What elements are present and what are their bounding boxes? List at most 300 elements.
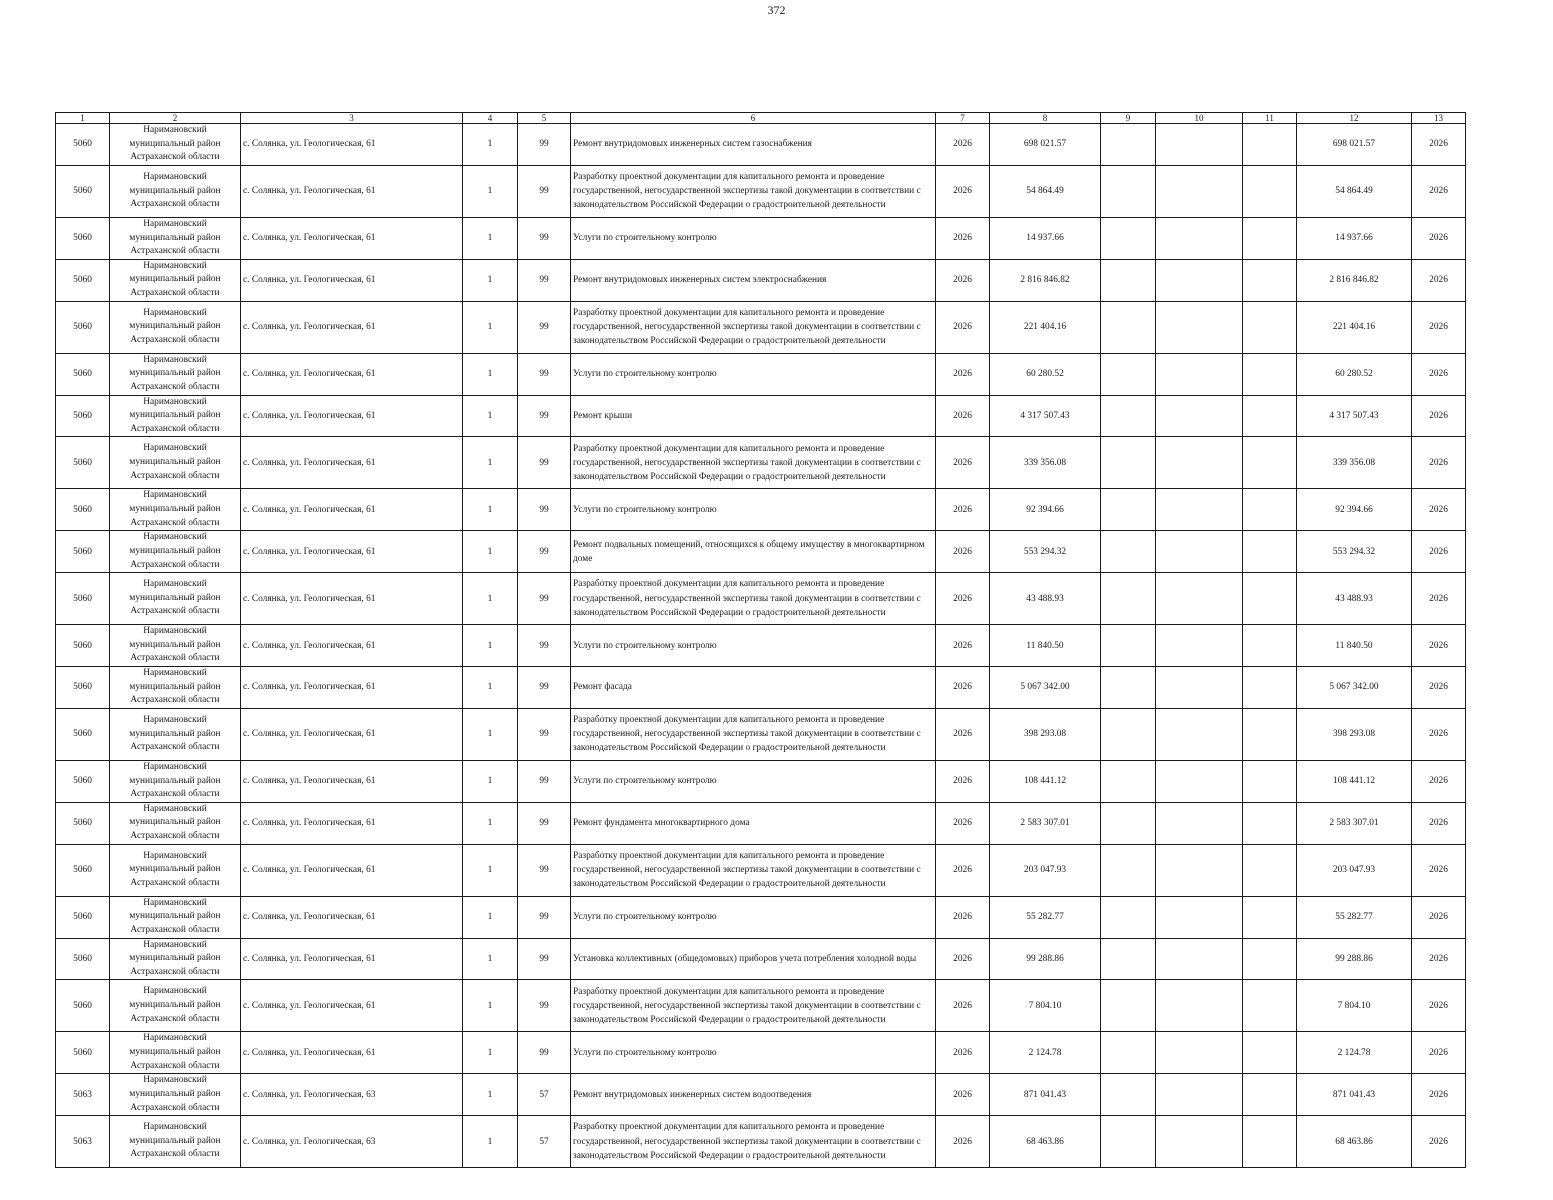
year-cell: 2026 — [936, 489, 990, 531]
address-cell: с. Солянка, ул. Геологическая, 61 — [241, 980, 463, 1032]
address-cell: с. Солянка, ул. Геологическая, 63 — [241, 1074, 463, 1116]
cost-cell: 43 488.93 — [990, 573, 1101, 625]
col9-cell — [1101, 259, 1156, 301]
col11-cell — [1243, 259, 1297, 301]
col11-cell — [1243, 1032, 1297, 1074]
year-cell: 2026 — [936, 124, 990, 166]
total-cell: 108 441.12 — [1297, 760, 1412, 802]
cost-cell: 203 047.93 — [990, 844, 1101, 896]
col4-cell: 1 — [463, 896, 518, 938]
col11-cell — [1243, 938, 1297, 980]
table-row — [56, 844, 1466, 896]
municipality-cell: Наримановский муниципальный район Астраханской области — [110, 708, 241, 760]
municipality-cell: Наримановский муниципальный район Астраханской области — [110, 760, 241, 802]
column-number-cell: 13 — [1412, 113, 1466, 124]
year-cell: 2026 — [936, 844, 990, 896]
table-row — [56, 1116, 1466, 1168]
address-cell: с. Солянка, ул. Геологическая, 61 — [241, 165, 463, 217]
col5-cell: 99 — [518, 708, 571, 760]
col4-cell: 1 — [463, 1074, 518, 1116]
table-row — [56, 1074, 1466, 1116]
year-cell: 2026 — [936, 395, 990, 437]
cost-cell: 68 463.86 — [990, 1116, 1101, 1168]
cost-cell: 2 124.78 — [990, 1032, 1101, 1074]
table-row — [56, 896, 1466, 938]
column-number-cell: 2 — [110, 113, 241, 124]
table-row — [56, 760, 1466, 802]
col9-cell — [1101, 353, 1156, 395]
total-cell: 2 816 846.82 — [1297, 259, 1412, 301]
col9-cell — [1101, 1032, 1156, 1074]
col5-cell: 99 — [518, 301, 571, 353]
col10-cell — [1156, 395, 1243, 437]
work-type-cell: Разработку проектной документации для капитального ремонта и проведение государственной, негосударственной экспертизы такой документации в соответствии с законодательством Российской Федерации о градостроительной деятельности — [571, 844, 936, 896]
cost-cell: 339 356.08 — [990, 437, 1101, 489]
col5-cell: 99 — [518, 980, 571, 1032]
work-type-cell: Услуги по строительному контролю — [571, 625, 936, 667]
col4-cell: 1 — [463, 353, 518, 395]
col5-cell: 99 — [518, 395, 571, 437]
col10-cell — [1156, 980, 1243, 1032]
cost-cell: 11 840.50 — [990, 625, 1101, 667]
col5-cell: 99 — [518, 531, 571, 573]
municipality-cell: Наримановский муниципальный район Астраханской области — [110, 437, 241, 489]
col11-cell — [1243, 124, 1297, 166]
work-type-cell: Ремонт подвальных помещений, относящихся к общему имуществу в многоквартирном доме — [571, 531, 936, 573]
col4-cell: 1 — [463, 573, 518, 625]
object-id-cell: 5060 — [56, 760, 110, 802]
col9-cell — [1101, 124, 1156, 166]
col9-cell — [1101, 844, 1156, 896]
work-type-cell: Услуги по строительному контролю — [571, 217, 936, 259]
total-cell: 14 937.66 — [1297, 217, 1412, 259]
table-row — [56, 625, 1466, 667]
year-cell: 2026 — [936, 667, 990, 709]
address-cell: с. Солянка, ул. Геологическая, 63 — [241, 1116, 463, 1168]
column-number-cell: 5 — [518, 113, 571, 124]
address-cell: с. Солянка, ул. Геологическая, 61 — [241, 760, 463, 802]
col11-cell — [1243, 625, 1297, 667]
column-number-row — [56, 113, 1466, 124]
year-cell: 2026 — [936, 301, 990, 353]
work-type-cell: Ремонт фундамента многоквартирного дома — [571, 802, 936, 844]
object-id-cell: 5060 — [56, 217, 110, 259]
year-cell: 2026 — [936, 802, 990, 844]
address-cell: с. Солянка, ул. Геологическая, 61 — [241, 531, 463, 573]
total-cell: 553 294.32 — [1297, 531, 1412, 573]
col4-cell: 1 — [463, 1116, 518, 1168]
col9-cell — [1101, 667, 1156, 709]
year-cell: 2026 — [936, 625, 990, 667]
col10-cell — [1156, 301, 1243, 353]
col11-cell — [1243, 667, 1297, 709]
cost-cell: 4 317 507.43 — [990, 395, 1101, 437]
end-year-cell: 2026 — [1412, 1074, 1466, 1116]
object-id-cell: 5060 — [56, 844, 110, 896]
year-cell: 2026 — [936, 938, 990, 980]
object-id-cell: 5060 — [56, 124, 110, 166]
municipality-cell: Наримановский муниципальный район Астраханской области — [110, 259, 241, 301]
work-type-cell: Разработку проектной документации для капитального ремонта и проведение государственной, негосударственной экспертизы такой документации в соответствии с законодательством Российской Федерации о градостроительной деятельности — [571, 980, 936, 1032]
end-year-cell: 2026 — [1412, 1116, 1466, 1168]
total-cell: 60 280.52 — [1297, 353, 1412, 395]
col11-cell — [1243, 802, 1297, 844]
table-row — [56, 395, 1466, 437]
table-row — [56, 667, 1466, 709]
work-type-cell: Ремонт фасада — [571, 667, 936, 709]
end-year-cell: 2026 — [1412, 896, 1466, 938]
cost-cell: 108 441.12 — [990, 760, 1101, 802]
col9-cell — [1101, 573, 1156, 625]
municipality-cell: Наримановский муниципальный район Астраханской области — [110, 1032, 241, 1074]
col5-cell: 99 — [518, 1032, 571, 1074]
municipality-cell: Наримановский муниципальный район Астраханской области — [110, 625, 241, 667]
col9-cell — [1101, 395, 1156, 437]
total-cell: 92 394.66 — [1297, 489, 1412, 531]
table-row — [56, 980, 1466, 1032]
municipality-cell: Наримановский муниципальный район Астраханской области — [110, 938, 241, 980]
col4-cell: 1 — [463, 301, 518, 353]
end-year-cell: 2026 — [1412, 395, 1466, 437]
col11-cell — [1243, 896, 1297, 938]
table-row — [56, 802, 1466, 844]
col10-cell — [1156, 124, 1243, 166]
col5-cell: 99 — [518, 802, 571, 844]
address-cell: с. Солянка, ул. Геологическая, 61 — [241, 124, 463, 166]
municipality-cell: Наримановский муниципальный район Астраханской области — [110, 353, 241, 395]
cost-cell: 55 282.77 — [990, 896, 1101, 938]
municipality-cell: Наримановский муниципальный район Астраханской области — [110, 844, 241, 896]
total-cell: 55 282.77 — [1297, 896, 1412, 938]
col10-cell — [1156, 353, 1243, 395]
col11-cell — [1243, 353, 1297, 395]
table-row — [56, 708, 1466, 760]
column-number-cell: 12 — [1297, 113, 1412, 124]
object-id-cell: 5060 — [56, 489, 110, 531]
table-row — [56, 353, 1466, 395]
table-row — [56, 1032, 1466, 1074]
column-number-cell: 9 — [1101, 113, 1156, 124]
col11-cell — [1243, 531, 1297, 573]
work-type-cell: Услуги по строительному контролю — [571, 1032, 936, 1074]
object-id-cell: 5060 — [56, 802, 110, 844]
column-number-cell: 11 — [1243, 113, 1297, 124]
address-cell: с. Солянка, ул. Геологическая, 61 — [241, 802, 463, 844]
col9-cell — [1101, 896, 1156, 938]
cost-cell: 2 816 846.82 — [990, 259, 1101, 301]
address-cell: с. Солянка, ул. Геологическая, 61 — [241, 353, 463, 395]
end-year-cell: 2026 — [1412, 353, 1466, 395]
col5-cell: 99 — [518, 124, 571, 166]
col5-cell: 99 — [518, 896, 571, 938]
cost-cell: 5 067 342.00 — [990, 667, 1101, 709]
work-type-cell: Ремонт внутридомовых инженерных систем водоотведения — [571, 1074, 936, 1116]
col10-cell — [1156, 437, 1243, 489]
object-id-cell: 5060 — [56, 531, 110, 573]
table-row — [56, 301, 1466, 353]
col11-cell — [1243, 489, 1297, 531]
year-cell: 2026 — [936, 760, 990, 802]
municipality-cell: Наримановский муниципальный район Астраханской области — [110, 980, 241, 1032]
end-year-cell: 2026 — [1412, 1032, 1466, 1074]
total-cell: 2 583 307.01 — [1297, 802, 1412, 844]
object-id-cell: 5060 — [56, 980, 110, 1032]
col10-cell — [1156, 1074, 1243, 1116]
column-number-cell: 3 — [241, 113, 463, 124]
object-id-cell: 5060 — [56, 301, 110, 353]
year-cell: 2026 — [936, 1074, 990, 1116]
col4-cell: 1 — [463, 259, 518, 301]
col9-cell — [1101, 531, 1156, 573]
object-id-cell: 5060 — [56, 938, 110, 980]
cost-cell: 92 394.66 — [990, 489, 1101, 531]
year-cell: 2026 — [936, 259, 990, 301]
col5-cell: 99 — [518, 259, 571, 301]
total-cell: 43 488.93 — [1297, 573, 1412, 625]
cost-cell: 398 293.08 — [990, 708, 1101, 760]
end-year-cell: 2026 — [1412, 625, 1466, 667]
col5-cell: 99 — [518, 844, 571, 896]
col10-cell — [1156, 844, 1243, 896]
address-cell: с. Солянка, ул. Геологическая, 61 — [241, 1032, 463, 1074]
object-id-cell: 5063 — [56, 1074, 110, 1116]
col4-cell: 1 — [463, 802, 518, 844]
col9-cell — [1101, 217, 1156, 259]
col4-cell: 1 — [463, 531, 518, 573]
municipality-cell: Наримановский муниципальный район Астраханской области — [110, 802, 241, 844]
end-year-cell: 2026 — [1412, 802, 1466, 844]
col11-cell — [1243, 437, 1297, 489]
work-type-cell: Разработку проектной документации для капитального ремонта и проведение государственной, негосударственной экспертизы такой документации в соответствии с законодательством Российской Федерации о градостроительной деятельности — [571, 708, 936, 760]
col5-cell: 99 — [518, 573, 571, 625]
total-cell: 54 864.49 — [1297, 165, 1412, 217]
address-cell: с. Солянка, ул. Геологическая, 61 — [241, 301, 463, 353]
cost-cell: 99 288.86 — [990, 938, 1101, 980]
work-type-cell: Ремонт внутридомовых инженерных систем газоснабжения — [571, 124, 936, 166]
col10-cell — [1156, 938, 1243, 980]
cost-cell: 14 937.66 — [990, 217, 1101, 259]
col4-cell: 1 — [463, 667, 518, 709]
municipality-cell: Наримановский муниципальный район Астраханской области — [110, 531, 241, 573]
total-cell: 7 804.10 — [1297, 980, 1412, 1032]
column-number-cell: 8 — [990, 113, 1101, 124]
table-row — [56, 938, 1466, 980]
address-cell: с. Солянка, ул. Геологическая, 61 — [241, 489, 463, 531]
year-cell: 2026 — [936, 437, 990, 489]
object-id-cell: 5060 — [56, 625, 110, 667]
col9-cell — [1101, 938, 1156, 980]
col9-cell — [1101, 1116, 1156, 1168]
object-id-cell: 5060 — [56, 708, 110, 760]
municipality-cell: Наримановский муниципальный район Астраханской области — [110, 1074, 241, 1116]
end-year-cell: 2026 — [1412, 760, 1466, 802]
end-year-cell: 2026 — [1412, 938, 1466, 980]
end-year-cell: 2026 — [1412, 259, 1466, 301]
col5-cell: 99 — [518, 353, 571, 395]
municipality-cell: Наримановский муниципальный район Астраханской области — [110, 896, 241, 938]
municipality-cell: Наримановский муниципальный район Астраханской области — [110, 217, 241, 259]
total-cell: 698 021.57 — [1297, 124, 1412, 166]
year-cell: 2026 — [936, 531, 990, 573]
object-id-cell: 5060 — [56, 896, 110, 938]
col10-cell — [1156, 165, 1243, 217]
column-number-cell: 6 — [571, 113, 936, 124]
end-year-cell: 2026 — [1412, 301, 1466, 353]
col10-cell — [1156, 531, 1243, 573]
year-cell: 2026 — [936, 217, 990, 259]
cost-cell: 2 583 307.01 — [990, 802, 1101, 844]
col5-cell: 57 — [518, 1116, 571, 1168]
col5-cell: 99 — [518, 165, 571, 217]
municipality-cell: Наримановский муниципальный район Астраханской области — [110, 1116, 241, 1168]
col9-cell — [1101, 708, 1156, 760]
address-cell: с. Солянка, ул. Геологическая, 61 — [241, 259, 463, 301]
end-year-cell: 2026 — [1412, 437, 1466, 489]
column-number-cell: 1 — [56, 113, 110, 124]
object-id-cell: 5063 — [56, 1116, 110, 1168]
address-cell: с. Солянка, ул. Геологическая, 61 — [241, 708, 463, 760]
col11-cell — [1243, 708, 1297, 760]
total-cell: 4 317 507.43 — [1297, 395, 1412, 437]
col11-cell — [1243, 165, 1297, 217]
end-year-cell: 2026 — [1412, 217, 1466, 259]
year-cell: 2026 — [936, 896, 990, 938]
total-cell: 203 047.93 — [1297, 844, 1412, 896]
col11-cell — [1243, 573, 1297, 625]
col4-cell: 1 — [463, 938, 518, 980]
col10-cell — [1156, 217, 1243, 259]
table-row — [56, 259, 1466, 301]
year-cell: 2026 — [936, 353, 990, 395]
end-year-cell: 2026 — [1412, 489, 1466, 531]
work-type-cell: Услуги по строительному контролю — [571, 760, 936, 802]
object-id-cell: 5060 — [56, 259, 110, 301]
col5-cell: 99 — [518, 217, 571, 259]
col10-cell — [1156, 573, 1243, 625]
col4-cell: 1 — [463, 625, 518, 667]
object-id-cell: 5060 — [56, 1032, 110, 1074]
col4-cell: 1 — [463, 760, 518, 802]
col4-cell: 1 — [463, 395, 518, 437]
col5-cell: 99 — [518, 760, 571, 802]
end-year-cell: 2026 — [1412, 667, 1466, 709]
col9-cell — [1101, 980, 1156, 1032]
end-year-cell: 2026 — [1412, 708, 1466, 760]
col9-cell — [1101, 1074, 1156, 1116]
cost-cell: 698 021.57 — [990, 124, 1101, 166]
col11-cell — [1243, 980, 1297, 1032]
col5-cell: 99 — [518, 938, 571, 980]
col10-cell — [1156, 667, 1243, 709]
cost-cell: 553 294.32 — [990, 531, 1101, 573]
total-cell: 5 067 342.00 — [1297, 667, 1412, 709]
address-cell: с. Солянка, ул. Геологическая, 61 — [241, 395, 463, 437]
municipality-cell: Наримановский муниципальный район Астраханской области — [110, 395, 241, 437]
object-id-cell: 5060 — [56, 353, 110, 395]
year-cell: 2026 — [936, 980, 990, 1032]
col5-cell: 99 — [518, 489, 571, 531]
municipality-cell: Наримановский муниципальный район Астраханской области — [110, 165, 241, 217]
municipality-cell: Наримановский муниципальный район Астраханской области — [110, 667, 241, 709]
total-cell: 339 356.08 — [1297, 437, 1412, 489]
col11-cell — [1243, 1116, 1297, 1168]
col4-cell: 1 — [463, 1032, 518, 1074]
col11-cell — [1243, 844, 1297, 896]
col9-cell — [1101, 165, 1156, 217]
col4-cell: 1 — [463, 437, 518, 489]
col4-cell: 1 — [463, 844, 518, 896]
col5-cell: 99 — [518, 625, 571, 667]
municipality-cell: Наримановский муниципальный район Астраханской области — [110, 489, 241, 531]
col11-cell — [1243, 217, 1297, 259]
col4-cell: 1 — [463, 489, 518, 531]
column-number-cell: 10 — [1156, 113, 1243, 124]
work-type-cell: Разработку проектной документации для капитального ремонта и проведение государственной, негосударственной экспертизы такой документации в соответствии с законодательством Российской Федерации о градостроительной деятельности — [571, 301, 936, 353]
end-year-cell: 2026 — [1412, 573, 1466, 625]
table-row — [56, 217, 1466, 259]
work-type-cell: Услуги по строительному контролю — [571, 353, 936, 395]
col9-cell — [1101, 489, 1156, 531]
address-cell: с. Солянка, ул. Геологическая, 61 — [241, 625, 463, 667]
total-cell: 221 404.16 — [1297, 301, 1412, 353]
col4-cell: 1 — [463, 980, 518, 1032]
col11-cell — [1243, 395, 1297, 437]
total-cell: 11 840.50 — [1297, 625, 1412, 667]
work-type-cell: Услуги по строительному контролю — [571, 489, 936, 531]
address-cell: с. Солянка, ул. Геологическая, 61 — [241, 667, 463, 709]
col10-cell — [1156, 760, 1243, 802]
col5-cell: 57 — [518, 1074, 571, 1116]
total-cell: 398 293.08 — [1297, 708, 1412, 760]
work-type-cell: Разработку проектной документации для капитального ремонта и проведение государственной, негосударственной экспертизы такой документации в соответствии с законодательством Российской Федерации о градостроительной деятельности — [571, 573, 936, 625]
work-type-cell: Ремонт внутридомовых инженерных систем электроснабжения — [571, 259, 936, 301]
page-number: 372 — [767, 3, 786, 17]
table-row — [56, 489, 1466, 531]
year-cell: 2026 — [936, 573, 990, 625]
col9-cell — [1101, 437, 1156, 489]
col9-cell — [1101, 760, 1156, 802]
end-year-cell: 2026 — [1412, 531, 1466, 573]
col10-cell — [1156, 489, 1243, 531]
col9-cell — [1101, 802, 1156, 844]
end-year-cell: 2026 — [1412, 124, 1466, 166]
work-type-cell: Разработку проектной документации для капитального ремонта и проведение государственной, негосударственной экспертизы такой документации в соответствии с законодательством Российской Федерации о градостроительной деятельности — [571, 165, 936, 217]
address-cell: с. Солянка, ул. Геологическая, 61 — [241, 844, 463, 896]
col9-cell — [1101, 301, 1156, 353]
table-row — [56, 124, 1466, 166]
object-id-cell: 5060 — [56, 667, 110, 709]
municipality-cell: Наримановский муниципальный район Астраханской области — [110, 573, 241, 625]
total-cell: 2 124.78 — [1297, 1032, 1412, 1074]
object-id-cell: 5060 — [56, 165, 110, 217]
cost-cell: 7 804.10 — [990, 980, 1101, 1032]
object-id-cell: 5060 — [56, 395, 110, 437]
year-cell: 2026 — [936, 1032, 990, 1074]
cost-cell: 60 280.52 — [990, 353, 1101, 395]
cost-cell: 221 404.16 — [990, 301, 1101, 353]
year-cell: 2026 — [936, 165, 990, 217]
table-row — [56, 531, 1466, 573]
table-row — [56, 165, 1466, 217]
col10-cell — [1156, 259, 1243, 301]
col5-cell: 99 — [518, 437, 571, 489]
col4-cell: 1 — [463, 124, 518, 166]
col4-cell: 1 — [463, 217, 518, 259]
address-cell: с. Солянка, ул. Геологическая, 61 — [241, 573, 463, 625]
address-cell: с. Солянка, ул. Геологическая, 61 — [241, 896, 463, 938]
end-year-cell: 2026 — [1412, 844, 1466, 896]
col10-cell — [1156, 896, 1243, 938]
